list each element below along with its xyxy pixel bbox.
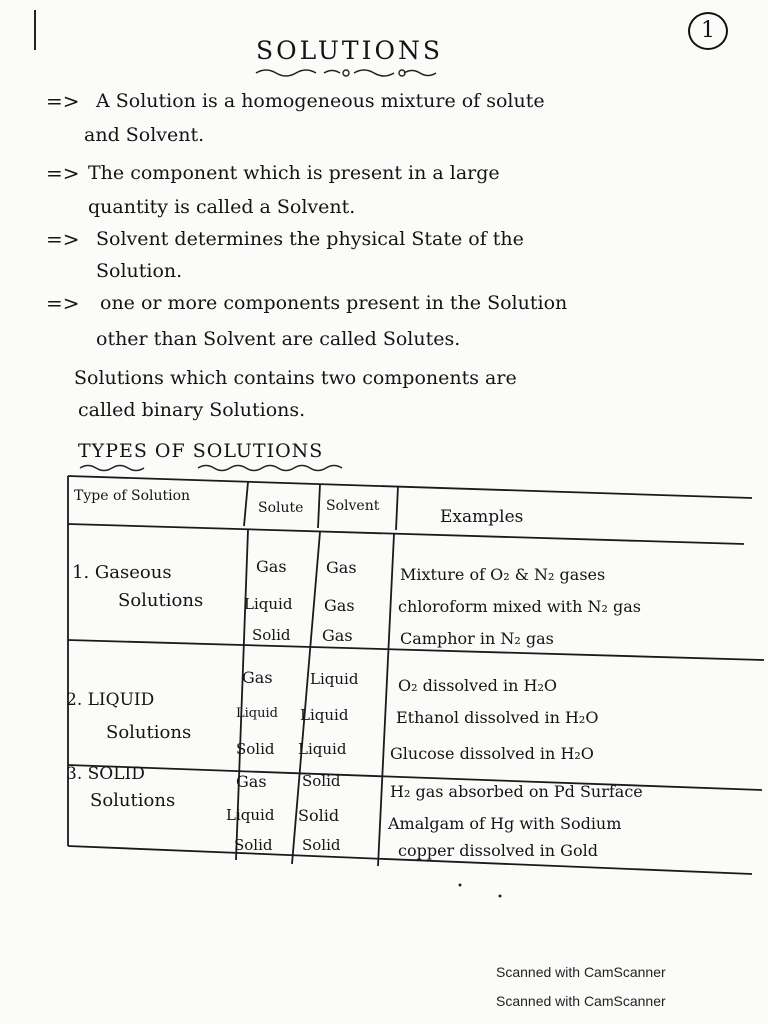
solvent-cell: Solid (298, 806, 340, 825)
margin-mark (34, 10, 36, 50)
example-cell: copper dissolved in Gold (398, 841, 598, 860)
arrow-icon: => (46, 291, 80, 315)
solute-cell: Gas (256, 557, 287, 576)
type-label: Solutions (90, 790, 176, 811)
page-number: 1 (688, 12, 728, 50)
example-cell: chloroform mixed with N₂ gas (398, 597, 641, 616)
solvent-cell: Gas (326, 558, 357, 577)
bullet-line: Solution. (96, 260, 183, 282)
solvent-cell: Liquid (300, 706, 349, 724)
solute-cell: Gas (236, 772, 267, 791)
header-solvent: Solvent (326, 498, 380, 514)
bullet-line: Solvent determines the physical State of the (96, 228, 524, 250)
example-cell: Glucose dissolved in H₂O (390, 744, 594, 763)
binary-note-line: called binary Solutions. (78, 399, 306, 421)
example-cell: Ethanol dissolved in H₂O (396, 708, 599, 727)
header-solute: Solute (258, 500, 304, 516)
binary-note-line: Solutions which contains two components are (74, 367, 517, 389)
example-cell: O₂ dissolved in H₂O (398, 676, 557, 695)
type-label: 3. SOLID (66, 764, 145, 784)
bullet-physical-state (46, 222, 746, 292)
type-label: Solutions (118, 590, 204, 611)
scanner-watermark: Scanned with CamScanner (496, 993, 666, 1009)
type-label: 1. Gaseous (72, 562, 172, 583)
types-heading: TYPES OF SOLUTIONS (78, 440, 324, 462)
scanner-watermark: Scanned with CamScanner (496, 964, 666, 980)
solute-cell: Solid (252, 626, 291, 644)
title-underline (254, 66, 454, 80)
types-underline (78, 462, 368, 474)
header-type: Type of Solution (74, 488, 191, 504)
solute-cell: Solid (236, 740, 275, 758)
bullet-solutes (46, 286, 756, 356)
example-cell: Amalgam of Hg with Sodium (388, 814, 622, 833)
arrow-icon: => (46, 89, 80, 113)
example-cell: Camphor in N₂ gas (400, 629, 554, 648)
solvent-cell: Solid (302, 772, 341, 790)
header-examples: Examples (440, 507, 524, 527)
example-cell: Mixture of O₂ & N₂ gases (400, 565, 606, 584)
bullet-solvent (46, 156, 746, 226)
solute-cell: Liquid (244, 595, 293, 613)
bullet-line: quantity is called a Solvent. (88, 196, 356, 218)
solvent-cell: Liquid (298, 740, 347, 758)
arrow-icon: => (46, 161, 80, 185)
solvent-cell: Gas (322, 626, 353, 645)
bullet-definition (46, 84, 746, 154)
solute-cell: Solid (234, 836, 273, 854)
type-label: 2. LIQUID (66, 690, 155, 710)
page-title: SOLUTIONS (256, 36, 443, 65)
bullet-line: one or more components present in the Solution (100, 292, 568, 314)
solvent-cell: Solid (302, 836, 341, 854)
arrow-icon: => (46, 227, 80, 251)
example-cell: H₂ gas absorbed on Pd Surface (390, 782, 643, 801)
solute-cell: Liquid (226, 806, 275, 824)
solvent-cell: Liquid (310, 670, 359, 688)
type-label: Solutions (106, 722, 192, 743)
bullet-line: The component which is present in a large (88, 162, 500, 184)
bullet-line: A Solution is a homogeneous mixture of solute (96, 90, 545, 112)
bullet-line: and Solvent. (84, 124, 205, 146)
solute-cell: Gas (242, 668, 273, 687)
bullet-line: other than Solvent are called Solutes. (96, 328, 461, 350)
solvent-cell: Gas (324, 596, 355, 615)
solute-cell: Liquid (236, 706, 278, 721)
